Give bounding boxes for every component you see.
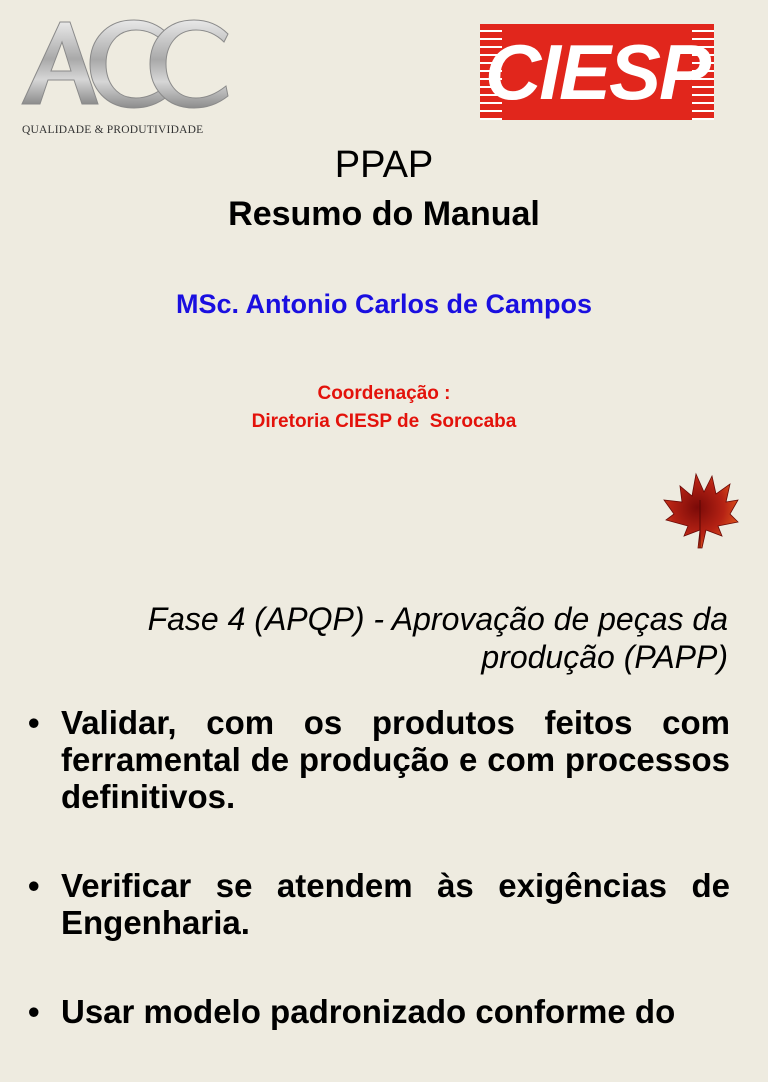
acc-tagline: QUALIDADE & PRODUTIVIDADE xyxy=(22,124,204,136)
bullet-text: Usar modelo padronizado conforme do xyxy=(61,993,676,1030)
page-subtitle: Resumo do Manual xyxy=(228,195,540,233)
maple-leaf-icon xyxy=(660,470,740,552)
list-item xyxy=(28,993,730,1030)
phase-heading: Fase 4 (APQP) - Aprovação de peças da produção (PAPP) xyxy=(147,601,728,675)
coordination-label: Coordenação : xyxy=(317,383,451,404)
ciesp-logo xyxy=(480,24,714,120)
bullet-list xyxy=(28,704,730,1082)
bullet-text: Verificar se atendem às exigências de Engenharia. xyxy=(61,867,730,941)
author-name: MSc. Antonio Carlos de Campos xyxy=(175,289,593,319)
coordination-value: Diretoria CIESP de Sorocaba xyxy=(251,411,517,432)
bullet-marker: • xyxy=(28,993,40,1030)
list-item xyxy=(28,704,730,815)
acc-logo xyxy=(20,16,230,136)
list-item xyxy=(28,867,730,941)
bullet-marker: • xyxy=(28,867,40,904)
bullet-text: Validar, com os produtos feitos com ferramental de produção e com processos definitivos. xyxy=(61,704,730,815)
bullet-marker: • xyxy=(28,704,40,741)
acc-logo-mark xyxy=(20,16,230,111)
page-title: PPAP xyxy=(334,144,434,186)
ciesp-logo-text: CIESP xyxy=(484,28,710,116)
